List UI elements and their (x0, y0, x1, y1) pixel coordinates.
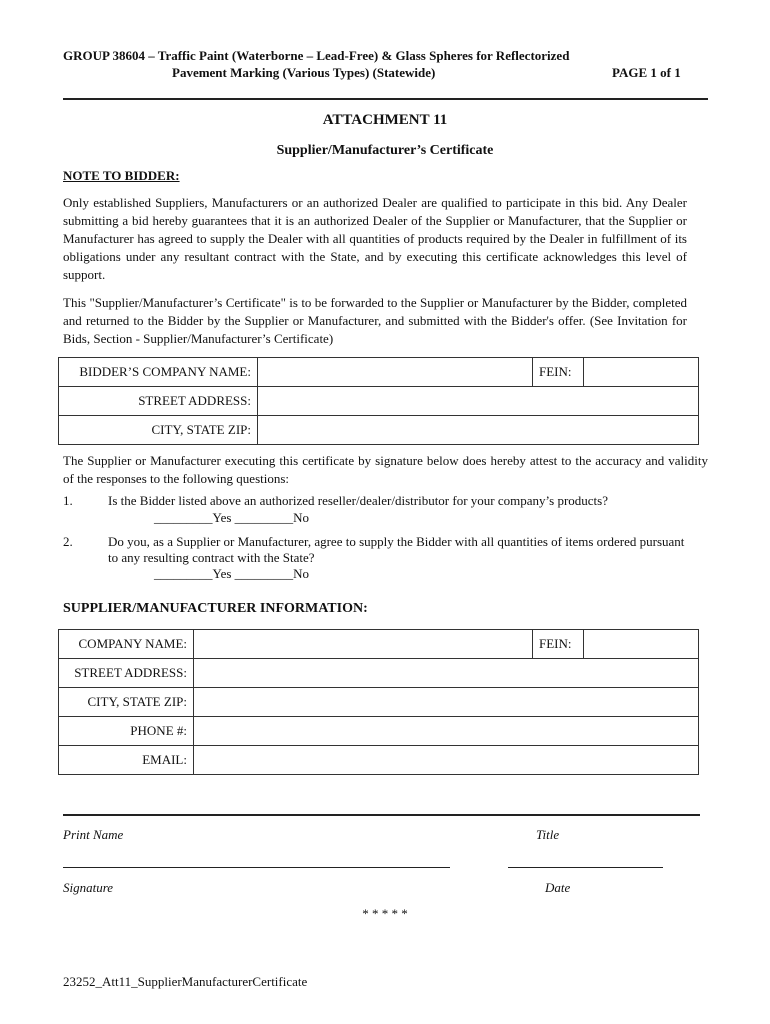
header-rule (63, 98, 708, 100)
supplier-street-field[interactable] (194, 659, 699, 688)
bidder-street-field[interactable] (258, 387, 699, 416)
signature-label: Signature (63, 880, 114, 895)
question-number: 2. (63, 534, 73, 549)
supplier-email-label: EMAIL: (59, 746, 194, 775)
certificate-subtitle: Supplier/Manufacturer’s Certificate (276, 143, 494, 158)
note-heading: NOTE TO BIDDER: (63, 168, 180, 183)
supplier-fein-label: FEIN: (533, 630, 584, 659)
question-number: 1. (63, 493, 73, 508)
supplier-info-table (58, 629, 699, 775)
bidder-company-field[interactable] (258, 358, 533, 387)
question-answer-line[interactable]: _________Yes _________No (154, 510, 310, 525)
supplier-company-label: COMPANY NAME: (59, 630, 194, 659)
bidder-info-table (58, 357, 699, 445)
attachment-title: ATTACHMENT 11 (322, 112, 448, 128)
bidder-fein-field[interactable] (584, 358, 699, 387)
date-line[interactable] (508, 867, 663, 868)
bidder-city-field[interactable] (258, 416, 699, 445)
supplier-city-label: CITY, STATE ZIP: (59, 688, 194, 717)
title-label: Title (536, 827, 560, 842)
supplier-company-field[interactable] (194, 630, 533, 659)
question-text: Do you, as a Supplier or Manufacturer, agree to supply the Bidder with all quantities of items ordered pursuant to any resulting contract with the State? (108, 534, 685, 565)
page-number: PAGE 1 of 1 (612, 65, 681, 80)
note-paragraph: Only established Suppliers, Manufacturers or an authorized Dealer are qualified to participate in this bid. Any Dealer submitting a bid hereby guarantees that it is an authorized Dealer of the Supplier or Manufacturer, that the Supplier or Manufacturer has agreed to supply the Dealer with all quantities of products required by the Dealer in fulfillment of its obligations under any resultant contract with the State, and by executing this certificate acknowledges this level of support. (63, 195, 687, 282)
print-name-title-line[interactable] (63, 814, 700, 816)
document-footer: 23252_Att11_SupplierManufacturerCertificate (63, 974, 308, 989)
supplier-email-field[interactable] (194, 746, 699, 775)
attest-paragraph: The Supplier or Manufacturer executing this certificate by signature below does hereby attest to the accuracy and validity of the responses to the following questions: (63, 453, 708, 486)
supplier-street-label: STREET ADDRESS: (59, 659, 194, 688)
bidder-company-label: BIDDER’S COMPANY NAME: (59, 358, 258, 387)
print-name-label: Print Name (63, 827, 124, 842)
supplier-heading: SUPPLIER/MANUFACTURER INFORMATION: (63, 601, 368, 616)
date-label: Date (545, 880, 571, 895)
supplier-phone-field[interactable] (194, 717, 699, 746)
bidder-city-label: CITY, STATE ZIP: (59, 416, 258, 445)
supplier-city-field[interactable] (194, 688, 699, 717)
supplier-phone-label: PHONE #: (59, 717, 194, 746)
bidder-fein-label: FEIN: (533, 358, 584, 387)
end-marker: * * * * * (362, 906, 408, 921)
bidder-street-label: STREET ADDRESS: (59, 387, 258, 416)
question-text: Is the Bidder listed above an authorized reseller/dealer/distributor for your company’s products? (108, 493, 608, 508)
supplier-fein-field[interactable] (584, 630, 699, 659)
header-description-line: Pavement Marking (Various Types) (Statewide) (172, 65, 436, 80)
header-group-line: GROUP 38604 – Traffic Paint (Waterborne – Lead-Free) & Glass Spheres for Reflectorized (63, 48, 570, 63)
signature-line[interactable] (63, 867, 450, 868)
question-answer-line[interactable]: _________Yes _________No (154, 566, 310, 581)
forward-paragraph: This "Supplier/Manufacturer’s Certificate" is to be forwarded to the Supplier or Manufacturer by the Bidder, completed and returned to the Bidder by the Supplier or Manufacturer, and submitted with the Bidder's offer. (See Invitation for Bids, Section - Supplier/Manufacturer’s Certificate) (63, 295, 687, 346)
